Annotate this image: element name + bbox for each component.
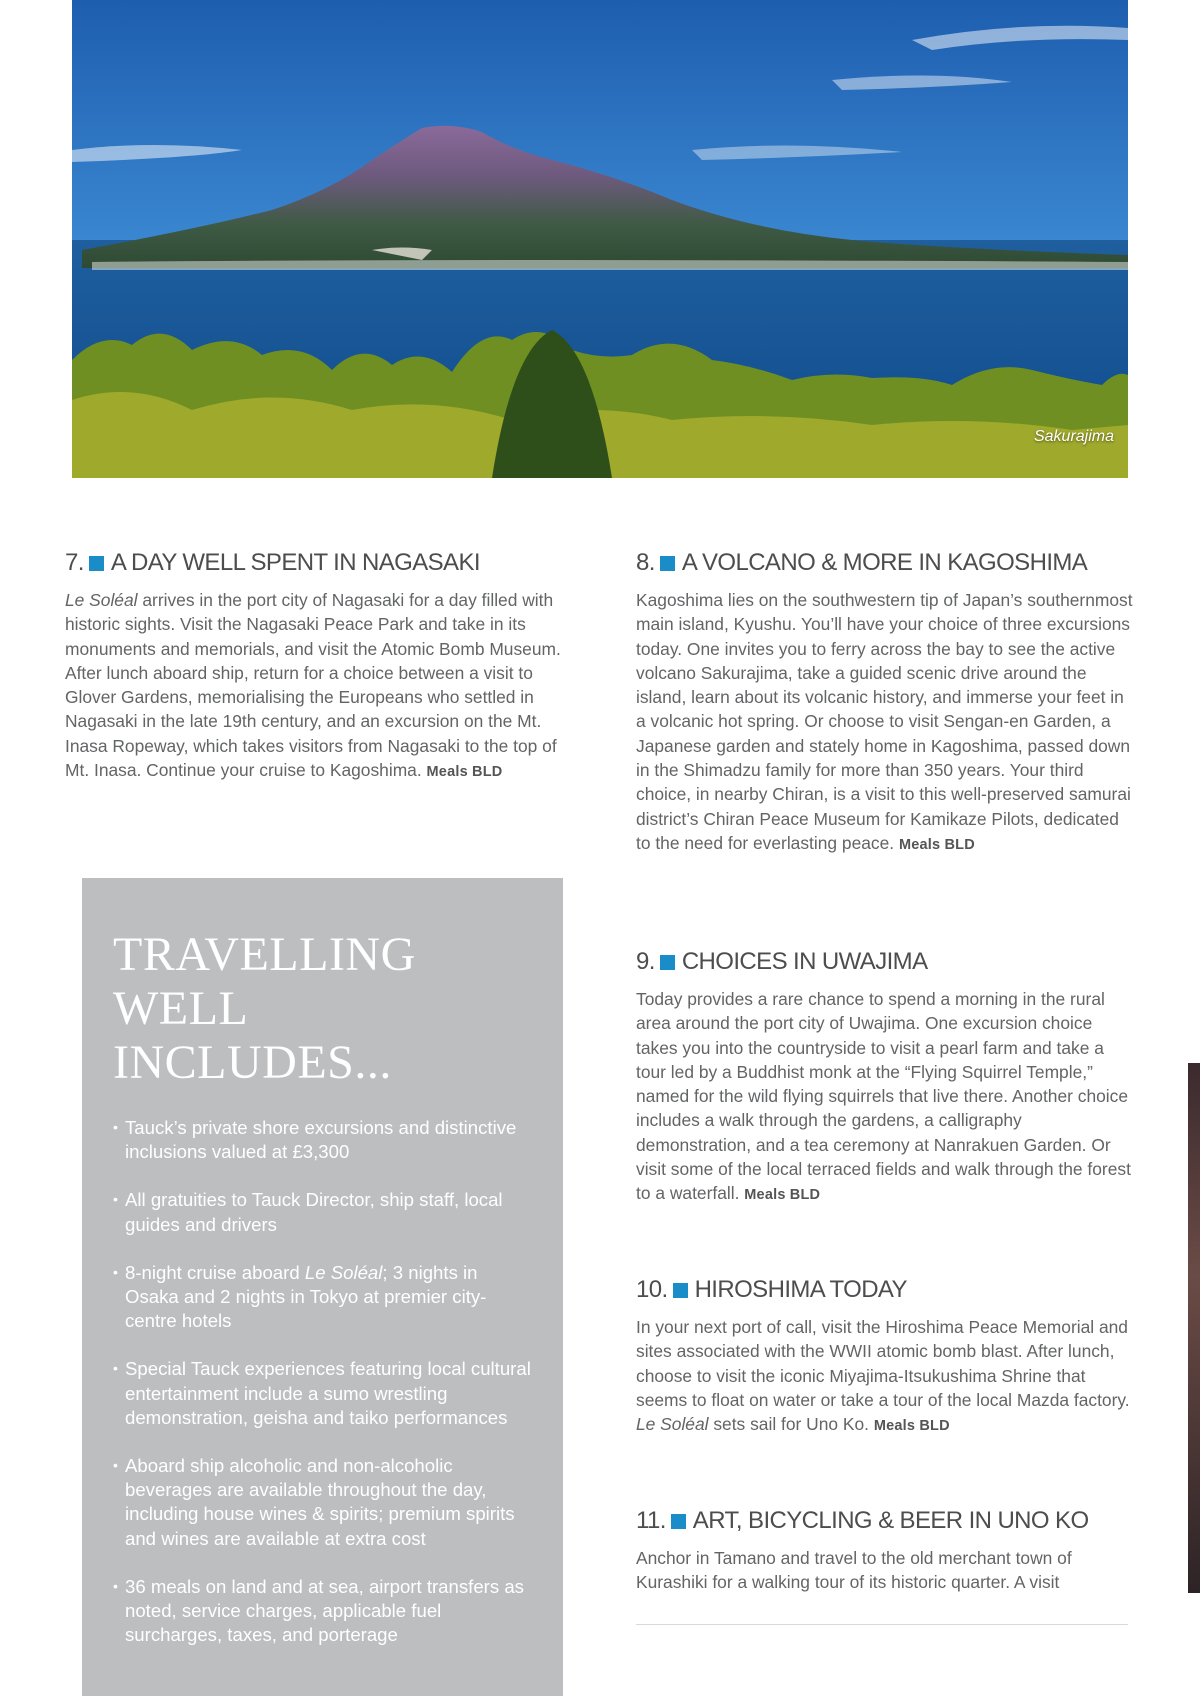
sakurajima-landscape-image [72,0,1128,478]
section-kagoshima [636,548,1136,857]
meals-label: Meals BLD [898,836,975,853]
section-number: 9. [636,948,655,975]
list-item: • 36 meals on land and at sea, airport transfers as noted, service charges, applicable fuel surcharges, taxes, and porterage [113,1575,533,1648]
section-heading [636,947,1136,977]
list-item-text: 8-night cruise aboard [125,1261,305,1283]
list-item: • Special Tauck experiences featuring local cultural entertainment include a sumo wrestling demonstration, geisha and taiko performances [113,1357,533,1430]
section-uwajima [636,947,1136,1208]
section-body [65,588,585,784]
list-item-tail: ; 3 nights in Osaka and 2 nights in Tokyo at premier city-centre hotels [125,1261,487,1332]
section-number: 10. [636,1276,668,1303]
list-item: • Tauck’s private shore excursions and distinctive inclusions valued at £3,300 [113,1116,533,1164]
blue-square-bullet-icon [673,1283,688,1298]
section-number: 7. [65,549,84,576]
section-title: A VOLCANO & MORE IN KAGOSHIMA [681,549,1088,576]
section-number: 8. [636,549,655,576]
blue-square-bullet-icon [89,556,104,571]
section-title: ART, BICYCLING & BEER IN UNO KO [692,1507,1089,1534]
section-title: HIROSHIMA TODAY [694,1276,907,1303]
section-number: 11. [636,1507,666,1534]
section-body-text: In your next port of call, visit the Hiroshima Peace Memorial and sites associated with the WWII atomic bomb blast. After lunch, choose to visit the iconic Miyajima-Itsukushima Shrine that seems to float on water or take a tour of the local Mazda factory. [636,1317,1130,1410]
section-heading [65,548,585,578]
section-body-text: Today provides a rare chance to spend a morning in the rural area around the port city of Uwajima. One excursion choice takes you into the countryside to visit a pearl farm and take a tour led by a Buddhist monk at the “Flying Squirrel Temple,” named for the wild flying squirrels that live there. Another choice includes a walk through the gardens, a calligraphy demonstration, and a tea ceremony at Nanrakuen Garden. Or visit some of the local terraced fields and walk through the forest to a waterfall. [636,989,1131,1204]
travelling-well-includes-box [82,878,563,1696]
section-title: CHOICES IN UWAJIMA [681,948,928,975]
section-heading [636,548,1136,578]
section-body-text: Kagoshima lies on the southwestern tip of Japan’s southernmost main island, Kyushu. You’ll have your choice of three excursions today. One invites you to ferry across the bay to see the active volcano Sakurajima, take a guided scenic drive around the island, learn about its volcanic history, and immerse your feet in a volcanic hot spring. Or choose to visit Sengan-en Garden, a Japanese garden and stately home in Kagoshima, passed down in the Shimadzu family for more than 350 years. Your third choice, in nearby Chiran, is a visit to this well-preserved samurai district’s Chiran Peace Museum for Kamikaze Pilots, dedicated to the need for everlasting peace. [636,590,1133,853]
ship-name: Le Soléal [636,1414,709,1435]
ship-name: Le Soléal [304,1261,383,1283]
section-body [636,1546,1136,1595]
meals-label: Meals BLD [873,1418,950,1435]
section-heading [636,1275,1136,1305]
blue-square-bullet-icon [660,556,675,571]
section-body-tail: sets sail for Uno Ko. [708,1414,869,1435]
section-uno-ko [636,1506,1136,1595]
photo-caption: Sakurajima [1033,428,1114,445]
meals-label: Meals BLD [426,764,503,781]
section-hiroshima [636,1275,1136,1438]
list-item: • All gratuities to Tauck Director, ship staff, local guides and drivers [113,1188,533,1236]
section-body-text: Anchor in Tamano and travel to the old merchant town of Kurashiki for a walking tour of its historic quarter. A visit [636,1548,1072,1593]
section-body-text: arrives in the port city of Nagasaki for a day filled with historic sights. Visit the Nagasaki Peace Park and take in its monuments and memorials, and visit the Atomic Bomb Museum. After lunch aboard ship, return for a choice between a visit to Glover Gardens, memorialising the Europeans who settled in Nagasaki in the late 19th century, and an excursion on the Mt. Inasa Ropeway, which takes visitors from Nagasaki to the top of Mt. Inasa. Continue your cruise to Kagoshima. [65,590,561,781]
hero-photo [72,0,1128,478]
list-item: • Aboard ship alcoholic and non-alcoholic beverages are available throughout the day, including house wines & spirits; premium spirits and wines are available at extra cost [113,1454,533,1551]
section-body [636,1315,1136,1438]
divider-line [636,1624,1128,1625]
meals-label: Meals BLD [744,1187,821,1204]
section-title: A DAY WELL SPENT IN NAGASAKI [110,549,480,576]
includes-title: TRAVELLING WELL INCLUDES... [113,928,416,1089]
list-item [113,1261,533,1334]
includes-list [113,1116,533,1647]
section-body [636,588,1136,857]
ship-name: Le Soléal [65,590,138,610]
section-nagasaki [65,548,585,784]
blue-square-bullet-icon [660,955,675,970]
adjacent-page-photo-edge [1188,1063,1200,1593]
blue-square-bullet-icon [671,1514,686,1529]
section-heading [636,1506,1136,1536]
section-body [636,987,1136,1208]
